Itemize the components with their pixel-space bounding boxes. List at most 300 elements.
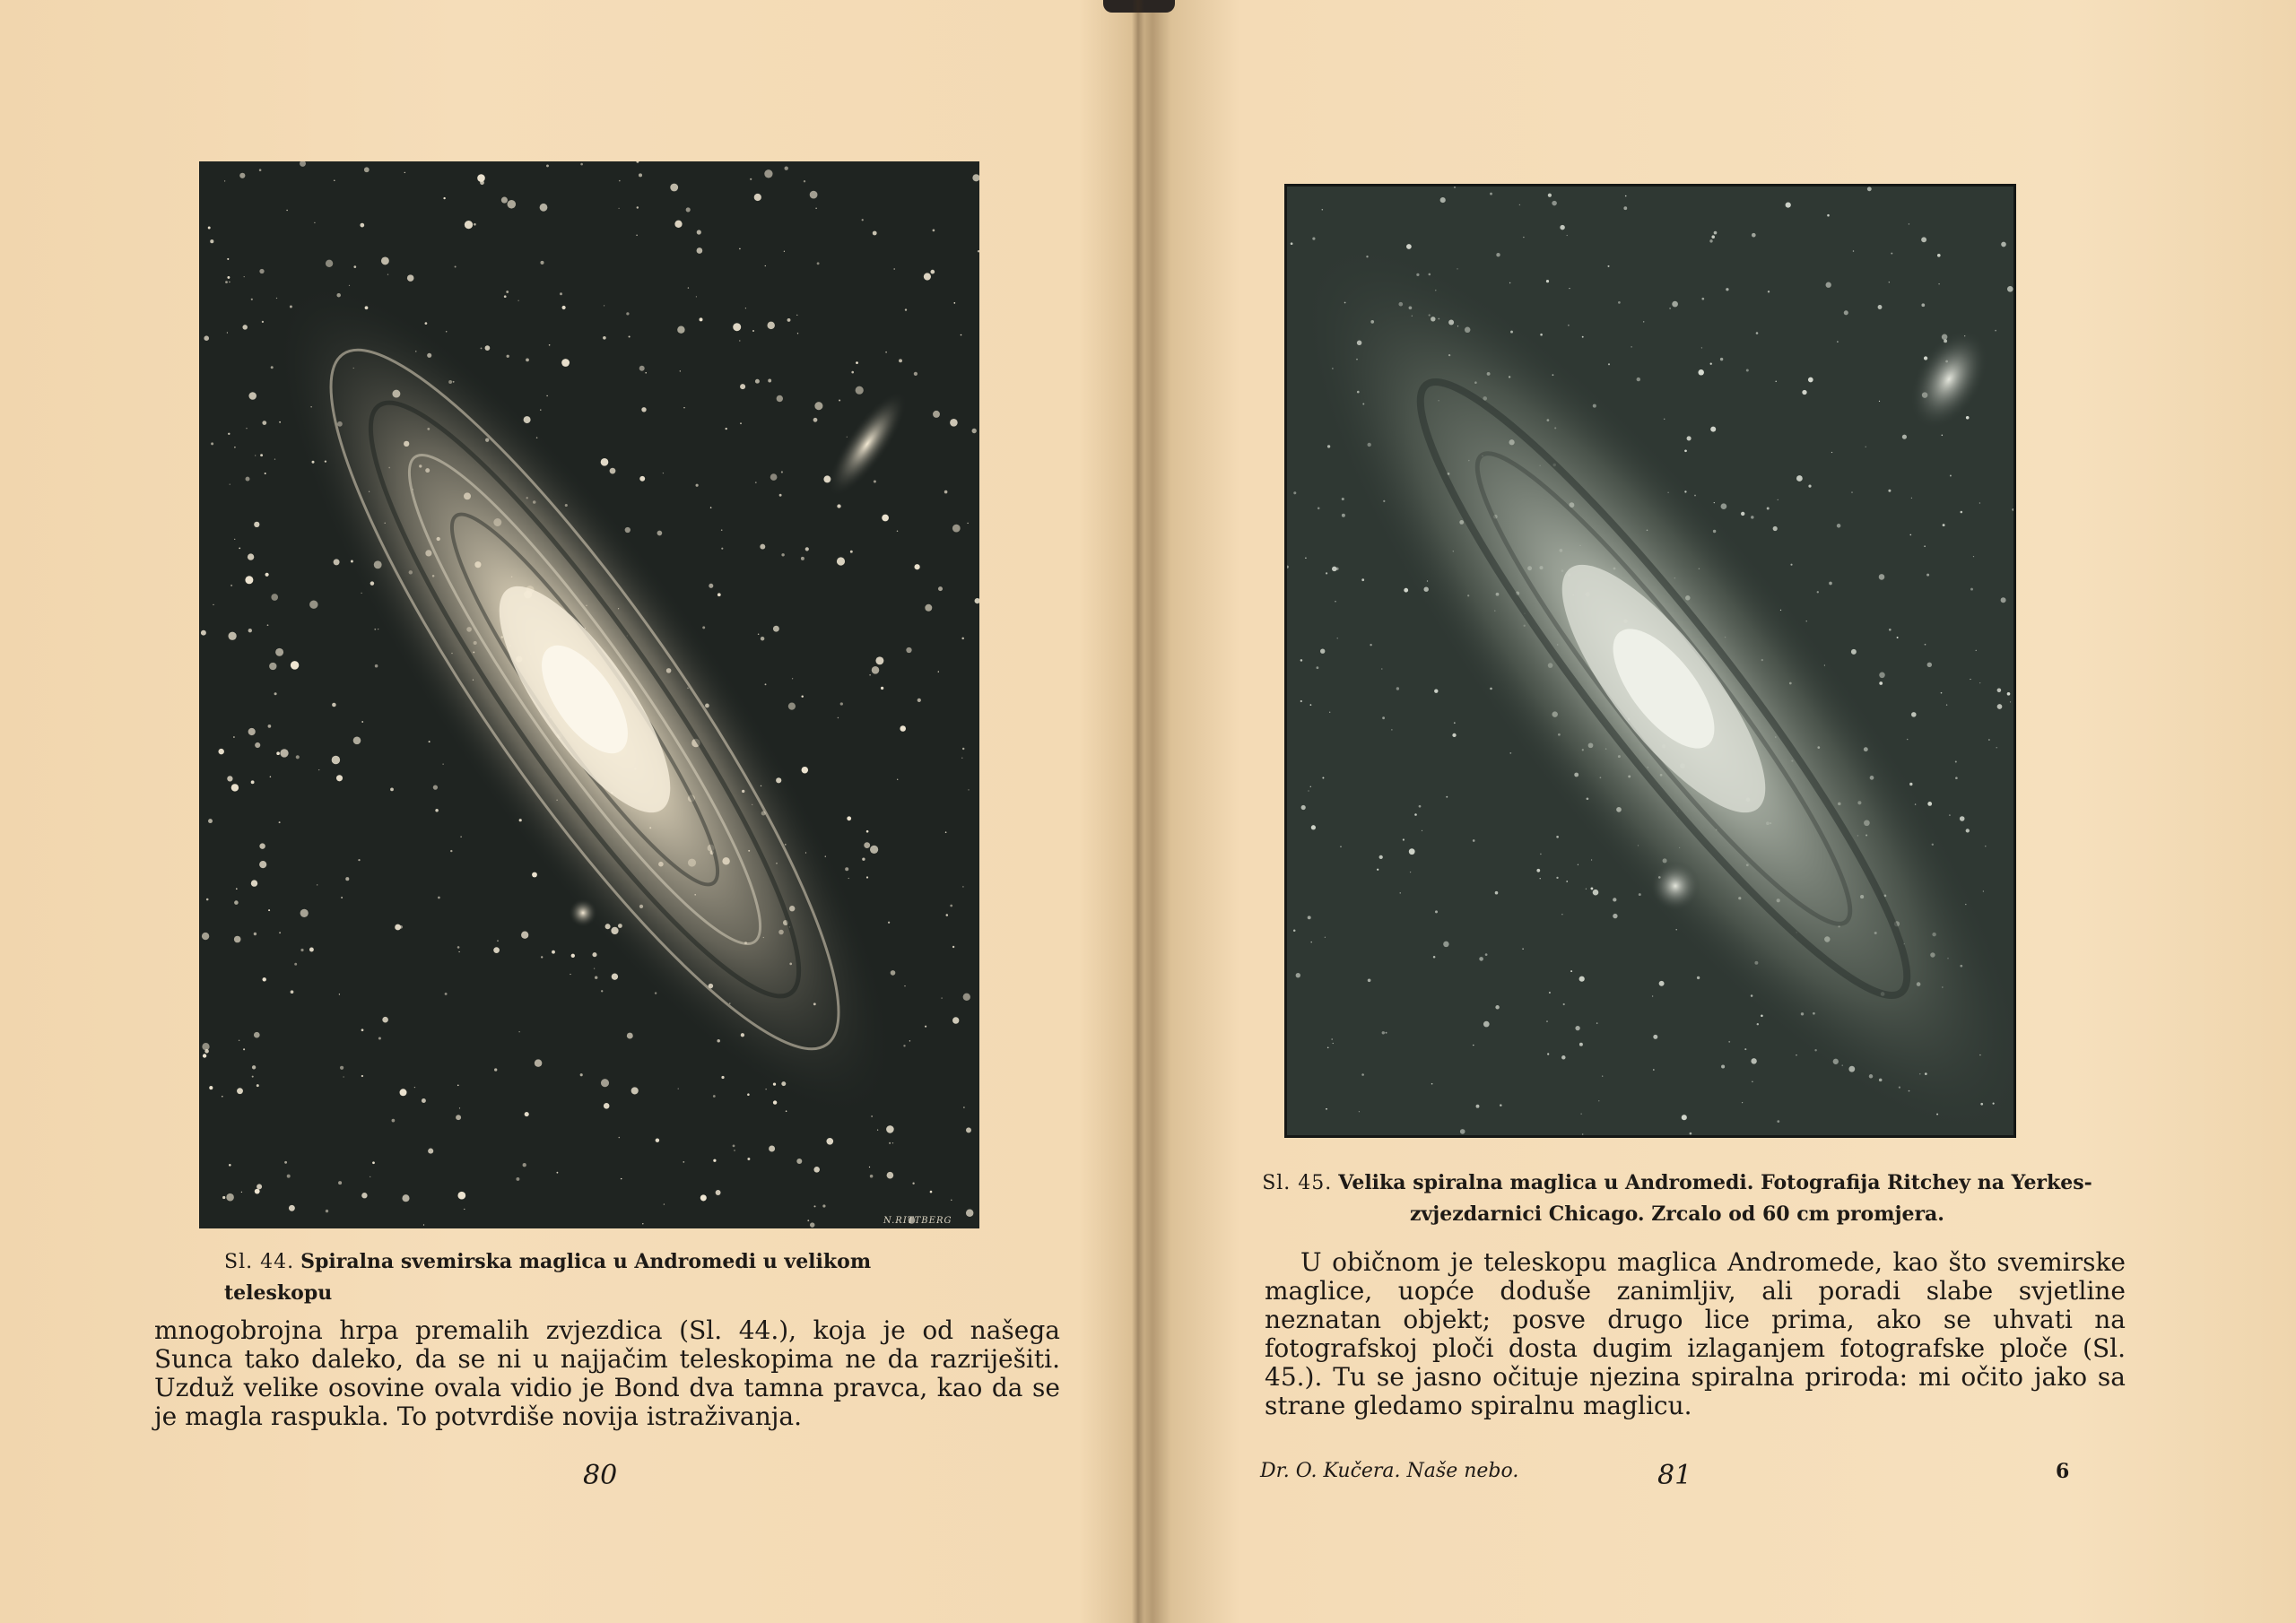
- star-dot: [1400, 892, 1401, 893]
- star-dot: [1637, 378, 1640, 381]
- star-dot: [372, 1161, 375, 1164]
- star-dot: [688, 287, 689, 288]
- star-dot: [726, 428, 727, 430]
- star-dot: [885, 352, 887, 353]
- star-dot: [218, 749, 223, 754]
- star-dot: [1711, 235, 1715, 239]
- star-dot: [516, 1177, 519, 1181]
- star-dot: [493, 947, 500, 953]
- star-dot: [400, 1089, 407, 1096]
- star-dot: [914, 564, 919, 569]
- star-dot: [838, 717, 839, 718]
- star-dot: [1955, 760, 1957, 762]
- figure-45-photograph: [1287, 187, 2013, 1135]
- star-dot: [402, 1194, 409, 1202]
- star-dot: [637, 206, 639, 208]
- star-dot: [1710, 427, 1716, 432]
- star-dot: [1659, 981, 1665, 986]
- star-dot: [228, 632, 236, 640]
- star-dot: [1310, 704, 1312, 706]
- star-dot: [1827, 214, 1830, 217]
- star-dot: [1291, 242, 1293, 245]
- star-dot: [1618, 301, 1621, 304]
- star-dot: [1742, 1102, 1743, 1103]
- star-dot: [938, 586, 943, 591]
- star-dot: [678, 1088, 679, 1089]
- star-dot: [752, 330, 754, 332]
- star-dot: [1485, 953, 1488, 956]
- star-dot: [1879, 673, 1885, 679]
- star-dot: [813, 1167, 820, 1173]
- star-dot: [1808, 485, 1811, 488]
- star-dot: [1751, 1058, 1756, 1063]
- star-dot: [255, 455, 256, 456]
- star-dot: [1966, 829, 1970, 832]
- star-dot: [2007, 692, 2011, 696]
- star-dot: [760, 544, 765, 550]
- star-dot: [1720, 358, 1723, 360]
- star-dot: [1961, 511, 1963, 514]
- star-dot: [909, 1040, 910, 1041]
- star-dot: [208, 227, 211, 230]
- star-dot: [243, 1048, 245, 1050]
- star-dot: [796, 1159, 802, 1164]
- star-dot: [286, 210, 287, 211]
- star-dot: [1746, 369, 1749, 372]
- star-dot: [645, 372, 647, 374]
- star-dot: [1312, 238, 1315, 240]
- star-dot: [435, 809, 439, 812]
- star-dot: [891, 970, 896, 976]
- star-dot: [1808, 378, 1813, 383]
- star-dot: [906, 647, 911, 653]
- star-dot: [1342, 514, 1345, 517]
- star-dot: [1949, 814, 1951, 816]
- star-dot: [497, 941, 498, 942]
- star-dot: [933, 230, 935, 232]
- star-dot: [952, 1017, 959, 1023]
- star-dot: [465, 221, 473, 229]
- star-dot: [271, 366, 274, 369]
- star-dot: [279, 932, 281, 933]
- star-dot: [866, 876, 868, 878]
- star-dot: [262, 977, 265, 981]
- star-dot: [326, 1210, 328, 1212]
- star-dot: [1921, 237, 1926, 242]
- star-dot: [604, 1103, 610, 1109]
- star-dot: [657, 531, 663, 536]
- star-dot: [866, 830, 869, 833]
- page-number-left: 80: [583, 1460, 618, 1491]
- star-dot: [740, 422, 742, 424]
- star-dot: [1682, 1115, 1687, 1120]
- star-dot: [1476, 1105, 1480, 1108]
- star-dot: [457, 1192, 465, 1200]
- printer-signature-mark: 6: [2056, 1460, 2070, 1483]
- star-dot: [309, 600, 317, 608]
- star-dot: [1941, 692, 1943, 694]
- star-dot: [1672, 301, 1678, 308]
- star-dot: [847, 437, 848, 438]
- star-dot: [257, 1184, 262, 1189]
- star-dot: [332, 703, 336, 707]
- star-dot: [873, 231, 877, 236]
- star-dot: [1327, 445, 1330, 447]
- star-dot: [785, 167, 788, 170]
- star-dot: [224, 180, 225, 181]
- star-dot: [561, 359, 570, 367]
- figure-44-engraving: [199, 161, 979, 1228]
- star-dot: [1409, 848, 1415, 855]
- star-dot: [1853, 250, 1855, 252]
- star-dot: [618, 208, 619, 209]
- star-dot: [526, 359, 529, 362]
- star-dot: [294, 963, 297, 966]
- star-dot: [817, 262, 820, 265]
- star-dot: [378, 1037, 381, 1039]
- star-dot: [1311, 825, 1316, 829]
- star-dot: [1925, 644, 1926, 646]
- star-dot: [1586, 889, 1587, 890]
- star-dot: [764, 169, 772, 178]
- star-dot: [1979, 682, 1980, 683]
- star-dot: [202, 933, 209, 940]
- star-dot: [925, 1026, 926, 1028]
- star-dot: [234, 936, 241, 943]
- star-dot: [1582, 1133, 1583, 1134]
- star-dot: [1924, 545, 1926, 547]
- star-dot: [755, 379, 760, 384]
- star-dot: [353, 265, 356, 268]
- star-dot: [815, 208, 816, 209]
- star-dot: [251, 780, 255, 784]
- star-dot: [870, 1175, 874, 1178]
- star-dot: [1867, 187, 1872, 191]
- star-dot: [246, 477, 250, 482]
- star-dot: [494, 1068, 497, 1071]
- star-dot: [1773, 526, 1778, 531]
- star-dot: [1403, 838, 1405, 840]
- star-dot: [709, 584, 713, 588]
- star-dot: [353, 736, 361, 744]
- star-dot: [941, 997, 942, 998]
- star-dot: [1669, 308, 1671, 309]
- star-dot: [1406, 244, 1412, 249]
- star-dot: [246, 428, 247, 429]
- star-dot: [874, 480, 876, 482]
- star-dot: [267, 624, 269, 626]
- star-dot: [1889, 629, 1892, 631]
- star-dot: [237, 1088, 243, 1094]
- star-dot: [1473, 839, 1475, 842]
- star-dot: [877, 1129, 878, 1130]
- star-dot: [549, 344, 551, 346]
- star-dot: [358, 859, 360, 861]
- star-dot: [262, 321, 264, 323]
- star-dot: [518, 1031, 519, 1032]
- star-dot: [284, 1161, 287, 1164]
- star-dot: [1790, 564, 1792, 566]
- star-dot: [626, 312, 629, 315]
- star-dot: [269, 663, 276, 670]
- star-dot: [1495, 1005, 1499, 1009]
- star-dot: [610, 468, 616, 474]
- star-dot: [740, 384, 745, 389]
- star-dot: [1435, 910, 1438, 913]
- star-dot: [252, 1076, 254, 1078]
- star-dot: [807, 1219, 809, 1221]
- star-dot: [1607, 265, 1609, 267]
- star-dot: [721, 529, 723, 531]
- star-dot: [674, 221, 682, 228]
- star-dot: [773, 1100, 777, 1104]
- star-dot: [532, 872, 537, 878]
- star-dot: [314, 222, 315, 223]
- star-dot: [713, 1159, 716, 1162]
- star-dot: [236, 888, 238, 890]
- star-dot: [291, 990, 294, 994]
- star-dot: [1955, 777, 1958, 779]
- star-dot: [203, 1054, 206, 1057]
- star-dot: [360, 223, 364, 228]
- star-dot: [918, 699, 921, 702]
- star-dot: [801, 557, 804, 560]
- star-dot: [459, 1107, 460, 1108]
- star-dot: [773, 626, 779, 632]
- star-dot: [580, 163, 583, 166]
- star-dot: [234, 447, 236, 448]
- star-dot: [758, 634, 760, 636]
- star-dot: [1575, 1026, 1579, 1030]
- star-dot: [1879, 681, 1883, 685]
- star-dot: [425, 322, 428, 325]
- star-dot: [1751, 516, 1754, 519]
- star-dot: [1540, 878, 1541, 879]
- star-dot: [407, 274, 414, 282]
- star-dot: [881, 687, 883, 690]
- star-dot: [326, 260, 333, 267]
- star-dot: [404, 172, 405, 173]
- star-dot: [518, 300, 519, 301]
- star-dot: [603, 336, 606, 340]
- star-dot: [804, 180, 805, 182]
- star-dot: [779, 494, 782, 497]
- star-dot: [300, 949, 303, 951]
- star-dot: [1802, 390, 1806, 395]
- star-dot: [457, 1084, 459, 1086]
- star-dot: [750, 178, 752, 180]
- page-number-right: 81: [1657, 1460, 1692, 1491]
- star-dot: [786, 1110, 787, 1112]
- star-dot: [445, 993, 448, 995]
- star-dot: [810, 191, 818, 199]
- star-dot: [248, 728, 256, 735]
- star-dot: [1567, 235, 1568, 236]
- star-dot: [1879, 401, 1880, 402]
- star-dot: [810, 1222, 814, 1227]
- star-dot: [1911, 498, 1912, 499]
- star-dot: [1625, 195, 1627, 197]
- star-dot: [814, 402, 822, 410]
- star-dot: [897, 779, 898, 780]
- star-dot: [1546, 1020, 1547, 1021]
- star-dot: [592, 952, 596, 957]
- star-dot: [1473, 1045, 1474, 1046]
- star-dot: [1332, 567, 1337, 572]
- star-dot: [280, 749, 288, 757]
- star-dot: [953, 302, 955, 304]
- star-dot: [375, 664, 378, 668]
- star-dot: [612, 974, 618, 980]
- star-dot: [268, 725, 272, 728]
- star-dot: [900, 725, 906, 732]
- star-dot: [1817, 591, 1819, 593]
- artist-signature: N.RITTBERG: [883, 1216, 952, 1226]
- star-dot: [334, 559, 340, 565]
- star-dot: [1950, 475, 1952, 477]
- figure-45-number: Sl. 45.: [1262, 1172, 1333, 1194]
- star-dot: [621, 1178, 622, 1179]
- star-dot: [1909, 534, 1911, 536]
- star-dot: [770, 473, 778, 481]
- star-dot: [1536, 869, 1540, 872]
- star-dot: [287, 1175, 291, 1178]
- star-dot: [1509, 752, 1511, 754]
- star-dot: [1419, 805, 1422, 808]
- star-dot: [1293, 929, 1296, 932]
- star-dot: [332, 756, 340, 764]
- star-dot: [1561, 914, 1562, 915]
- star-dot: [1327, 1046, 1329, 1048]
- star-dot: [1561, 1055, 1566, 1060]
- star-dot: [1796, 475, 1803, 482]
- star-dot: [270, 777, 272, 778]
- star-dot: [1296, 973, 1300, 977]
- star-dot: [387, 273, 388, 274]
- star-dot: [254, 522, 259, 527]
- star-dot: [374, 629, 376, 630]
- star-dot: [1300, 700, 1302, 702]
- star-dot: [797, 333, 798, 334]
- star-dot: [1710, 363, 1712, 365]
- star-dot: [1844, 310, 1848, 315]
- star-dot: [361, 1193, 367, 1198]
- star-dot: [847, 816, 851, 820]
- star-dot: [1888, 490, 1891, 492]
- star-dot: [670, 184, 678, 192]
- star-dot: [262, 421, 266, 425]
- figure-45-caption: [1233, 1167, 2121, 1229]
- star-dot: [641, 407, 646, 412]
- star-dot: [754, 194, 761, 201]
- star-dot: [206, 898, 209, 901]
- star-dot: [944, 490, 948, 494]
- star-dot: [856, 361, 858, 364]
- star-dot: [813, 418, 818, 422]
- star-dot: [260, 454, 263, 456]
- star-dot: [1342, 498, 1344, 500]
- star-dot: [1942, 435, 1944, 437]
- star-dot: [784, 251, 785, 252]
- star-dot: [677, 325, 684, 333]
- star-dot: [1305, 557, 1307, 559]
- star-dot: [1454, 722, 1456, 724]
- star-dot: [1996, 747, 1997, 748]
- star-dot: [1361, 578, 1364, 581]
- star-dot: [257, 1084, 259, 1087]
- star-dot: [837, 557, 845, 565]
- star-dot: [460, 837, 461, 838]
- star-dot: [429, 741, 430, 742]
- star-dot: [1310, 942, 1312, 943]
- star-dot: [276, 751, 280, 755]
- star-dot: [1569, 288, 1570, 289]
- star-dot: [296, 755, 300, 759]
- star-dot: [1684, 449, 1687, 452]
- star-dot: [211, 442, 213, 445]
- star-dot: [1653, 1035, 1657, 1039]
- star-dot: [733, 323, 741, 331]
- star-dot: [1995, 330, 1996, 332]
- star-dot: [1687, 436, 1692, 440]
- star-dot: [912, 1183, 914, 1185]
- star-dot: [1460, 1129, 1465, 1134]
- star-dot: [761, 637, 765, 641]
- star-dot: [457, 946, 460, 949]
- star-dot: [850, 551, 853, 553]
- star-dot: [340, 1066, 344, 1070]
- left-page-body-text: mnogobrojna hrpa premalih zvjezdica (Sl. 44.), koja je od našega Sunca tako daleko, da se ni u najjačim teleskopima ne da razriješiti. Uzduž velike osovine ovala vidio je Bond dva tamna pravca, kao da se je magla raspukla. To potvrdiše novija istraživanja.: [154, 1315, 1060, 1431]
- star-dot: [781, 553, 784, 556]
- star-dot: [1602, 1076, 1603, 1077]
- star-dot: [244, 276, 245, 277]
- star-dot: [747, 1093, 750, 1096]
- star-dot: [1897, 637, 1899, 638]
- star-dot: [1552, 201, 1557, 206]
- star-dot: [961, 758, 962, 759]
- star-dot: [1652, 995, 1653, 996]
- star-dot: [1728, 1041, 1730, 1043]
- star-dot: [341, 897, 343, 898]
- star-dot: [697, 247, 703, 254]
- star-dot: [279, 821, 281, 823]
- star-dot: [438, 897, 440, 899]
- star-dot: [1979, 502, 1980, 503]
- star-dot: [656, 1138, 660, 1142]
- star-dot: [580, 1073, 583, 1076]
- star-dot: [1523, 237, 1524, 238]
- star-dot: [1308, 790, 1309, 791]
- star-dot: [700, 317, 703, 321]
- star-dot: [1878, 305, 1883, 309]
- star-dot: [2001, 597, 2006, 603]
- star-dot: [562, 306, 566, 309]
- star-dot: [392, 1119, 396, 1123]
- star-dot: [506, 291, 509, 293]
- star-dot: [697, 230, 701, 234]
- star-dot: [209, 1086, 213, 1089]
- star-dot: [1452, 733, 1456, 737]
- star-dot: [837, 504, 840, 508]
- star-dot: [455, 266, 457, 268]
- star-dot: [1361, 1073, 1364, 1076]
- star-dot: [1946, 704, 1947, 705]
- star-dot: [862, 219, 864, 221]
- star-dot: [886, 1125, 894, 1133]
- star-dot: [248, 629, 252, 632]
- star-dot: [1768, 291, 1770, 292]
- star-dot: [813, 1205, 815, 1207]
